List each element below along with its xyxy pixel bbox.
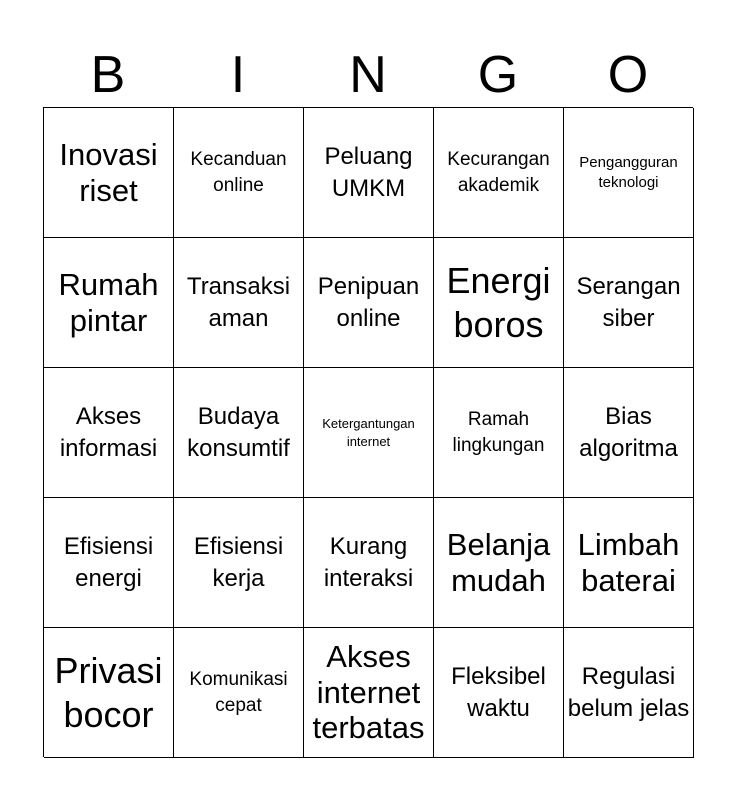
bingo-cell[interactable]: Serangan siber (564, 238, 694, 368)
bingo-cell[interactable]: Budaya konsumtif (174, 368, 304, 498)
bingo-cell[interactable]: Privasi bocor (44, 628, 174, 758)
bingo-cell[interactable]: Bias algoritma (564, 368, 694, 498)
bingo-cell[interactable]: Akses informasi (44, 368, 174, 498)
bingo-cell[interactable]: Penipuan online (304, 238, 434, 368)
bingo-cell[interactable]: Belanja mudah (434, 498, 564, 628)
bingo-cell[interactable]: Efisiensi energi (44, 498, 174, 628)
header-letter-b: B (90, 46, 126, 104)
bingo-cell[interactable]: Kurang interaksi (304, 498, 434, 628)
bingo-cell[interactable]: Energi boros (434, 238, 564, 368)
bingo-header (43, 42, 693, 108)
bingo-cell[interactable]: Rumah pintar (44, 238, 174, 368)
bingo-cell[interactable]: Komunikasi cepat (174, 628, 304, 758)
bingo-cell[interactable]: Kecanduan online (174, 108, 304, 238)
bingo-grid (43, 107, 693, 757)
header-letter-o: O (607, 46, 649, 104)
bingo-cell[interactable]: Kecurangan akademik (434, 108, 564, 238)
header-letter-n: N (349, 46, 387, 104)
bingo-cell[interactable]: Ramah lingkungan (434, 368, 564, 498)
header-letter-i: I (230, 46, 246, 104)
bingo-cell[interactable]: Ketergantungan internet (304, 368, 434, 498)
bingo-cell[interactable]: Limbah baterai (564, 498, 694, 628)
bingo-cell[interactable]: Inovasi riset (44, 108, 174, 238)
header-letter-g: G (477, 46, 519, 104)
bingo-cell[interactable]: Pengangguran teknologi (564, 108, 694, 238)
bingo-cell[interactable]: Regulasi belum jelas (564, 628, 694, 758)
bingo-cell[interactable]: Akses internet terbatas (304, 628, 434, 758)
bingo-cell[interactable]: Efisiensi kerja (174, 498, 304, 628)
bingo-cell[interactable]: Transaksi aman (174, 238, 304, 368)
bingo-cell[interactable]: Fleksibel waktu (434, 628, 564, 758)
bingo-cell[interactable]: Peluang UMKM (304, 108, 434, 238)
